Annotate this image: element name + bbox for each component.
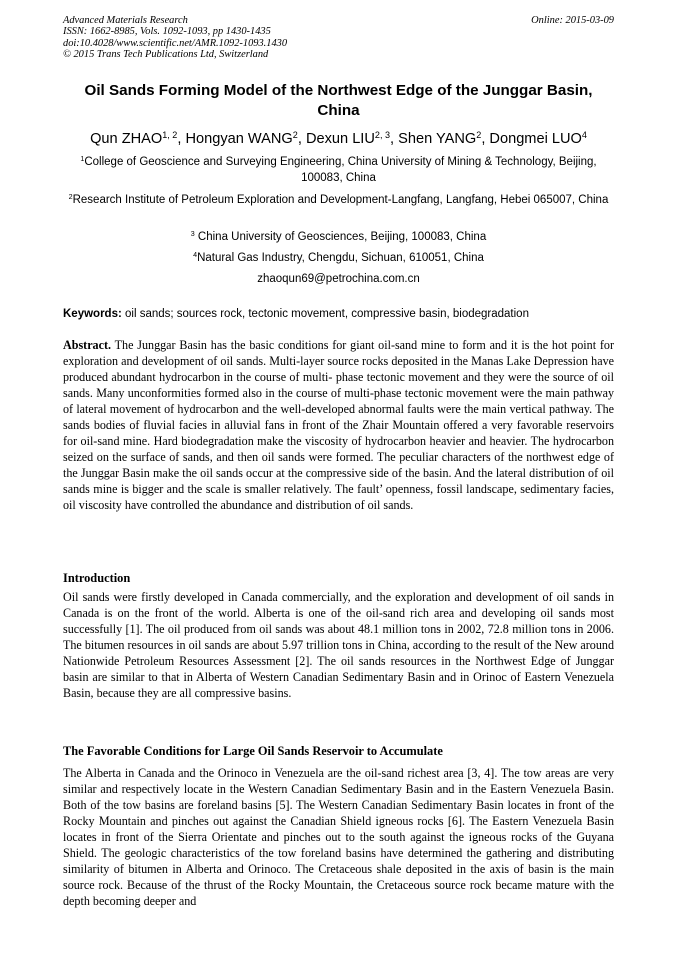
author-affiliation-mark: 2	[476, 130, 482, 141]
author-affiliation-mark: 2	[292, 130, 298, 141]
affiliation-mark: 3	[190, 230, 195, 239]
author-separator: ,	[177, 131, 186, 147]
affiliation-text: College of Geoscience and Surveying Engineering, China University of Mining & Technology, Beijing, 100083, China	[84, 156, 597, 184]
affiliation-mark: 4	[193, 251, 198, 260]
corresponding-email[interactable]: zhaoqun69@petrochina.com.cn	[257, 273, 420, 285]
copyright-line: © 2015 Trans Tech Publications Ltd, Switzerland	[63, 49, 269, 61]
abstract	[63, 337, 614, 513]
section-heading-favorable-conditions: The Favorable Conditions for Large Oil Sands Reservoir to Accumulate	[63, 744, 443, 758]
abstract-label: Abstract.	[63, 338, 112, 352]
author-name: Dongmei LUO	[489, 131, 582, 147]
journal-header	[63, 15, 483, 61]
keywords-label: Keywords:	[63, 308, 122, 320]
affiliation-text: China University of Geosciences, Beijing, 100083, China	[194, 231, 487, 243]
keywords-text: oil sands; sources rock, tectonic movement, compressive basin, biodegradation	[121, 308, 529, 320]
author-separator: ,	[297, 131, 306, 147]
favorable-conditions-paragraph: The Alberta in Canada and the Orinoco in Venezuela are the oil-sand richest area [3, 4]. The tow areas are very similar and respectively locate in the Western Canadian Sedimentary Basin and in the Eastern Venezuela Basin. Both of the tow basins are foreland basins [5]. The Western Canadian Sedimentary Basin locates in front of the Rocky Mountain and pinches out against the Canadian Shield igneous rocks [6]. The Eastern Venezuela Basin locates in front of the Sierra Orientate and pinches out to the south against the igneous rocks of the Guyana Shield. The geologic characteristics of the tow foreland basins have determined the gathering and distributing similarity of bitumen in Alberta and Orinoco. The Cretaceous shale deposited in the axis of basin is the main source rock. Because of the thrust of the Rocky Mountain, the Cretaceous source rock became mature with the depth becoming deeper and	[63, 766, 614, 908]
author-name: Qun ZHAO	[90, 131, 163, 147]
author-list	[63, 130, 614, 148]
affiliation-3	[63, 229, 614, 245]
affiliation-4	[63, 250, 614, 266]
affiliation-mark: 1	[80, 155, 85, 164]
author-affiliation-mark: 2, 3	[374, 130, 390, 141]
author-name: Dexun LIU	[305, 131, 375, 147]
affiliation-text: Natural Gas Industry, Chengdu, Sichuan, 610051, China	[197, 252, 484, 264]
introduction-paragraph: Oil sands were firstly developed in Canada commercially, and the exploration and development of oil sands in Canada is on the front of the world. Alberta is one of the oil-sand rich area and developing oil sands most successfully [1]. The oil produced from oil sands was about 48.1 million tons in 2002, 72.8 million tons in 2006. The bitumen resources in oil sands are about 5.97 trillion tons in China, according to the result of the New around Nationwide Petroleum Resources Assessment [2]. The oil sands resources in the Northwest Edge of Junggar basin are similar to that in Alberta of Western Canadian Sedimentary Basin and in Orinoc of Eastern Venezuela Basin, because they are all compressive basins.	[63, 590, 614, 700]
section-heading-introduction: Introduction	[63, 571, 131, 585]
author-affiliation-mark: 1, 2	[162, 130, 178, 141]
doi-line: doi:10.4028/www.scientific.net/AMR.1092-1093.1430	[63, 37, 288, 49]
affiliation-2	[63, 192, 614, 208]
affiliation-1	[63, 154, 614, 186]
author-separator: ,	[481, 131, 490, 147]
abstract-text: The Junggar Basin has the basic conditions for giant oil-sand mine to form and it is the hot point for exploration and development of oil sands. Multi-layer source rocks deposited in the Manas Lake Depression have produced abundant hydrocarbon in the course of multi- phase tectonic movement and they were the source of oil sands. Many unconformities formed also in the course of multi-phase tectonic movement were the main pathway of lateral movement of hydrocarbon and the well-developed abnormal faults were the main vertical pathway. The sands bodies of fluvial facies in alluvial fans in front of the Zhair Mountain offered a very favorable reservoirs for oil-sand mine. Hard biodegradation make the viscosity of hydrocarbon heavier and heavier. The hydrocarbon seized on the surface of sands, and then oil sands were formed. The peculiar characters of the northwest edge of the Junggar Basin make the oil sands occur at the compressive side of the basin. And the lateral distribution of oil sands mine is bigger and the scale is smaller relatively. The fault’ openness, fossil landscape, sedimentary facies, oil viscosity have controlled the abundance and distribution of oil sands.	[63, 338, 614, 512]
author-name: Shen YANG	[398, 131, 477, 147]
author-separator: ,	[390, 131, 399, 147]
issn-line: ISSN: 1662-8985, Vols. 1092-1093, pp 1430-1435	[63, 26, 271, 38]
online-date: Online: 2015-03-09	[531, 15, 614, 26]
affiliation-text: Research Institute of Petroleum Exploration and Development-Langfang, Langfang, Hebei 065007, China	[72, 194, 609, 206]
author-name: Hongyan WANG	[185, 131, 293, 147]
author-affiliation-mark: 4	[581, 130, 587, 141]
keywords	[63, 306, 614, 322]
journal-name: Advanced Materials Research	[63, 15, 188, 26]
affiliation-mark: 2	[68, 193, 73, 202]
paper-title: Oil Sands Forming Model of the Northwest Edge of the Junggar Basin, China	[84, 82, 593, 119]
